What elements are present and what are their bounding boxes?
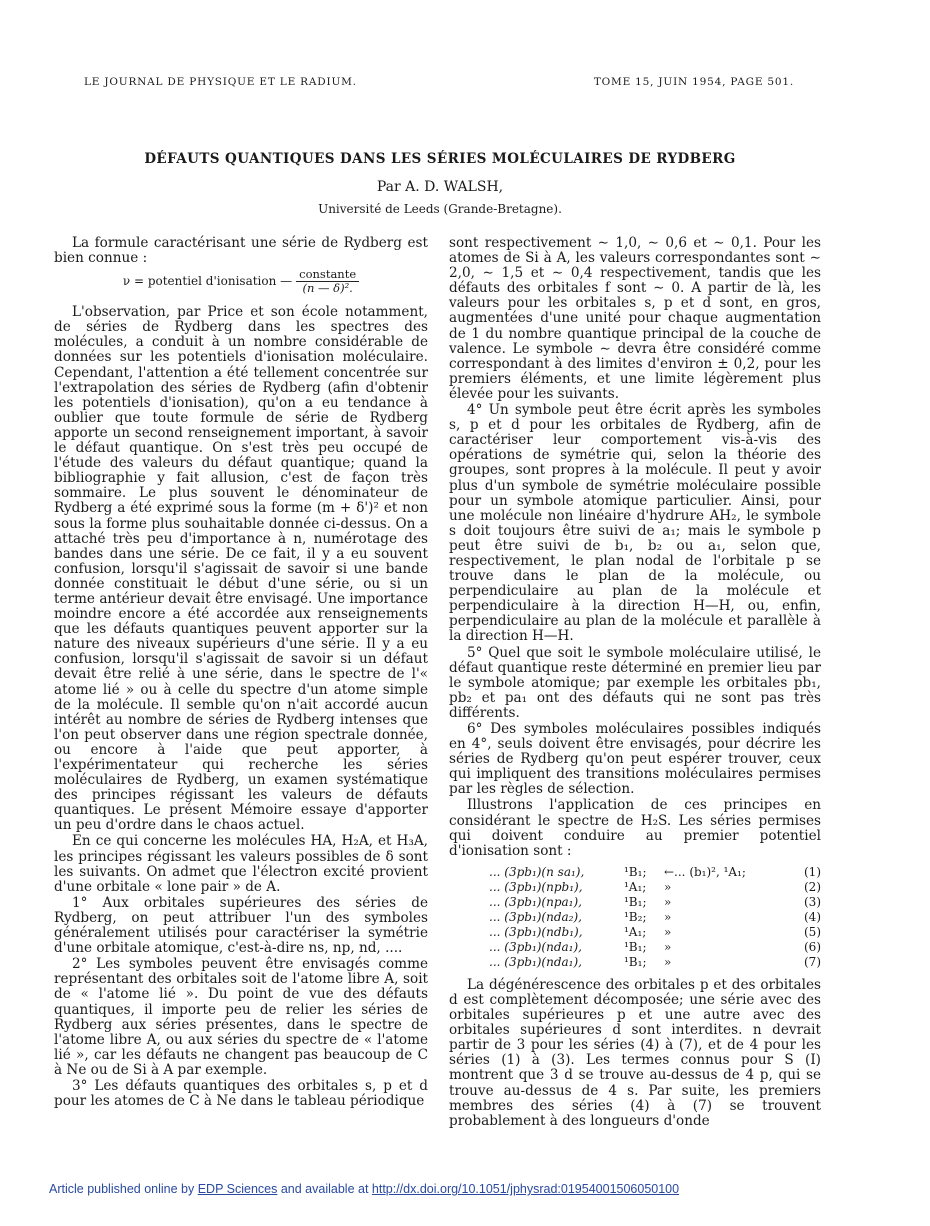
series-row [449,940,821,955]
doi-link[interactable]: http://dx.doi.org/10.1051/jphysrad:01954001506050100 [371,1182,680,1196]
paragraph: 3° Les défauts quantiques des orbitales s, p et d pour les atomes de C à Ne dans le tableau périodique [54,1077,428,1110]
formula-numerator: constante [296,268,359,282]
formula-fraction [296,268,359,295]
series-symmetry: ¹B₂; [624,909,647,924]
series-symmetry: ¹B₁; [624,939,647,954]
series-configuration: ... (3pb₁)(npb₁), [489,879,583,894]
series-ground-state: » [664,894,672,909]
page-footer [49,1182,679,1196]
paragraph: Illustrons l'application de ces principes en considérant le spectre de H₂S. Les séries permises qui doivent conduire au premier potentiel d'ionisation sont : [449,797,821,859]
series-configuration: ... (3pb₁)(npa₁), [489,894,582,909]
series-number: (5) [804,924,821,939]
series-number: (4) [804,909,821,924]
series-number: (6) [804,939,821,954]
paragraph: 2° Les symboles peuvent être envisagés comme représentant des orbitales soit de l'atome libre A, soit de « l'atome lié ». Du point de vue des défauts quantiques, il importe peu de relier les séries de Rydberg aux séries présentes, dans le spectre de l'atome libre A, ou aux séries du spectre de « l'atome lié », car les défauts ne changent pas beaucoup de C à Ne ou de Si à A par exemple. [54,956,428,1078]
series-configuration: ... (3pb₁)(nda₁), [489,954,582,969]
publisher-link[interactable]: EDP Sciences [197,1182,278,1196]
series-row [449,925,821,940]
running-header-journal: LE JOURNAL DE PHYSIQUE ET LE RADIUM. [84,76,357,88]
intro-paragraph: La formule caractérisant une série de Rydberg est bien connue : [54,235,428,267]
paragraph: 1° Aux orbitales supérieures des séries de Rydberg, on peut attribuer l'un des symboles généralement utilisés pour caractériser la symétrie d'une orbitale atomique, c'est-à-dire ns, np, nd, .... [54,894,428,957]
series-configuration: ... (3pb₁)(nda₁), [489,939,582,954]
series-ground-state: » [664,879,672,894]
series-ground-state: » [664,924,672,939]
paragraph: En ce qui concerne les molécules HA, H₂A, et H₃A, les principes régissant les valeurs possibles de δ sont les suivants. On admet que l'électron excité provient d'une orbitale « lone pair » de A. [54,833,428,895]
paragraph: sont respectivement ∼ 1,0, ∼ 0,6 et ∼ 0,1. Pour les atomes de Si à A, les valeurs correspondantes sont ∼ 2,0, ∼ 1,5 et ∼ 0,4 respectivement, tandis que les défauts des orbitales f sont ∼ 0. A partir de là, les valeurs pour les orbitales s, p et d sont, en gros, augmentées d'une unité pour chaque augmentation de 1 du nombre quantique principal de la couche de valence. Le symbole ∼ devra être considéré comme correspondant à des limites d'environ ± 0,2, pour les premiers éléments, et une limite légèrement plus élevée pour les suivants. [449,235,821,402]
series-row [449,895,821,910]
series-row [449,955,821,970]
series-symmetry: ¹B₁; [624,864,647,879]
right-column [449,236,821,1130]
series-ground-state: ←... (b₁)², ¹A₁; [664,864,746,879]
series-ground-state: » [664,954,672,969]
article-affiliation: Université de Leeds (Grande-Bretagne). [318,202,562,216]
paragraph: La dégénérescence des orbitales p et des orbitales d est complètement décomposée; une série avec des orbitales supérieures p et une autre avec des orbitales supérieures d sont interdites. n devrait partir de 3 pour les séries (4) à (7), et de 4 pour les séries (1) à (3). Les termes connus pour S (I) montrent que 3 d se trouve au-dessus de 4 p, qui se trouve au-dessus de 4 s. Par suite, les premiers membres des séries (4) à (7) se trouvent probablement à des longueurs d'onde [449,976,821,1129]
series-configuration: ... (3pb₁)(n sa₁), [489,864,585,879]
series-number: (2) [804,879,821,894]
footer-middle: and available at [277,1182,372,1196]
paragraph: 6° Des symboles moléculaires possibles indiqués en 4°, seuls doivent être envisagés, pour décrire les séries de Rydberg qu'on peut espérer trouver, ceux qui impliquent des transitions moléculaires permises par les règles de sélection. [449,721,821,798]
running-header-volume: TOME 15, JUIN 1954, PAGE 501. [593,76,794,88]
series-row [449,865,821,880]
series-symmetry: ¹B₁; [624,894,647,909]
paragraph: 4° Un symbole peut être écrit après les symboles s, p et d pour les orbitales de Rydberg, afin de caractériser leur comportement vis-à-vis des opérations de symétrie qui, selon la théorie des groupes, sont propres à la molécule. Il peut y avoir plus d'un symbole de symétrie moléculaire possible pour un symbole atomique particulier. Ainsi, pour une molécule non linéaire d'hydrure AH₂, le symbole s doit toujours être suivi de a₁; mais le symbole p peut être suivi de b₁, b₂ ou a₁, selon que, respectivement, le plan nodal de l'orbitale p se trouve dans le plan de la molécule, ou perpendiculaire au plan de la molécule et perpendiculaire à la direction H—H, ou, enfin, perpendiculaire au plan de la molécule et parallèle à la direction H—H. [449,402,821,645]
series-number: (1) [804,864,821,879]
series-number: (3) [804,894,821,909]
series-number: (7) [804,954,821,969]
series-ground-state: » [664,939,672,954]
series-symmetry: ¹A₁; [624,879,647,894]
series-row [449,880,821,895]
paragraph: 5° Quel que soit le symbole moléculaire utilisé, le défaut quantique reste déterminé en premier lieu par le symbole atomique; par exemple les orbitales pb₁, pb₂ et pa₁ ont des défauts qui ne sont pas très différents. [449,644,821,721]
series-symmetry: ¹A₁; [624,924,647,939]
series-table-body [449,865,821,970]
series-ground-state: » [664,909,672,924]
formula-denominator: (n — δ)². [302,281,353,296]
formula-lhs: ν = potentiel d'ionisation — [122,274,293,289]
paragraph: L'observation, par Price et son école notamment, de séries de Rydberg dans les spectres des molécules, a conduit à un nombre considérable de données sur les potentiels d'ionisation moléculaire. Cependant, l'attention a été tellement concentrée sur l'extrapolation des séries de Rydberg (afin d'obtenir les potentiels d'ionisation), qu'on a eu tendance à oublier que toute formule de série de Rydberg apporte un second renseignement important, à savoir le défaut quantique. On s'est très peu occupé de l'étude des valeurs du défaut quantique; quand la bibliographie y fait allusion, c'est de façon très sommaire. Le plus souvent le dénominateur de Rydberg a été exprimé sous la forme (m + δ')² et non sous la forme plus souhaitable donnée ci-dessus. On a attaché très peu d'importance à n, numérotage des bandes dans une série. De ce fait, il y a eu souvent confusion, lorsqu'il s'agissait de savoir si une bande donnée constituait le début d'une série, ou si un terme antérieur devait être envisagé. Une importance moindre encore a été accordée aux renseignements que les défauts quantiques peuvent apporter sur la nature des niveaux supérieurs d'une série. Il y a eu confusion, lorsqu'il s'agissait de savoir si un défaut devait être relié à une série, dans le spectre de l'« atome lié » ou à celle du spectre d'un atome simple de la molécule. Il semble qu'on n'ait accordé aucun intérêt au nombre de séries de Rydberg intenses que l'on peut observer dans une région spectrale donnée, ou encore à l'aide que peut apporter, à l'expérimentateur qui recherche les séries moléculaires de Rydberg, un examen systématique des principes régissant les valeurs de défauts quantiques. Le présent Mémoire essaye d'apporter un peu d'ordre dans le chaos actuel. [54,304,428,834]
series-configuration: ... (3pb₁)(nda₂), [489,909,582,924]
series-row [449,910,821,925]
left-column [54,236,428,1110]
series-table [449,865,821,970]
series-configuration: ... (3pb₁)(ndb₁), [489,924,583,939]
article-byline: Par A. D. WALSH, [376,179,504,195]
article-title: DÉFAUTS QUANTIQUES DANS LES SÉRIES MOLÉCULAIRES DE RYDBERG [144,151,736,167]
rydberg-formula [54,268,428,295]
footer-prefix: Article published online by [49,1182,198,1196]
series-symmetry: ¹B₁; [624,954,647,969]
